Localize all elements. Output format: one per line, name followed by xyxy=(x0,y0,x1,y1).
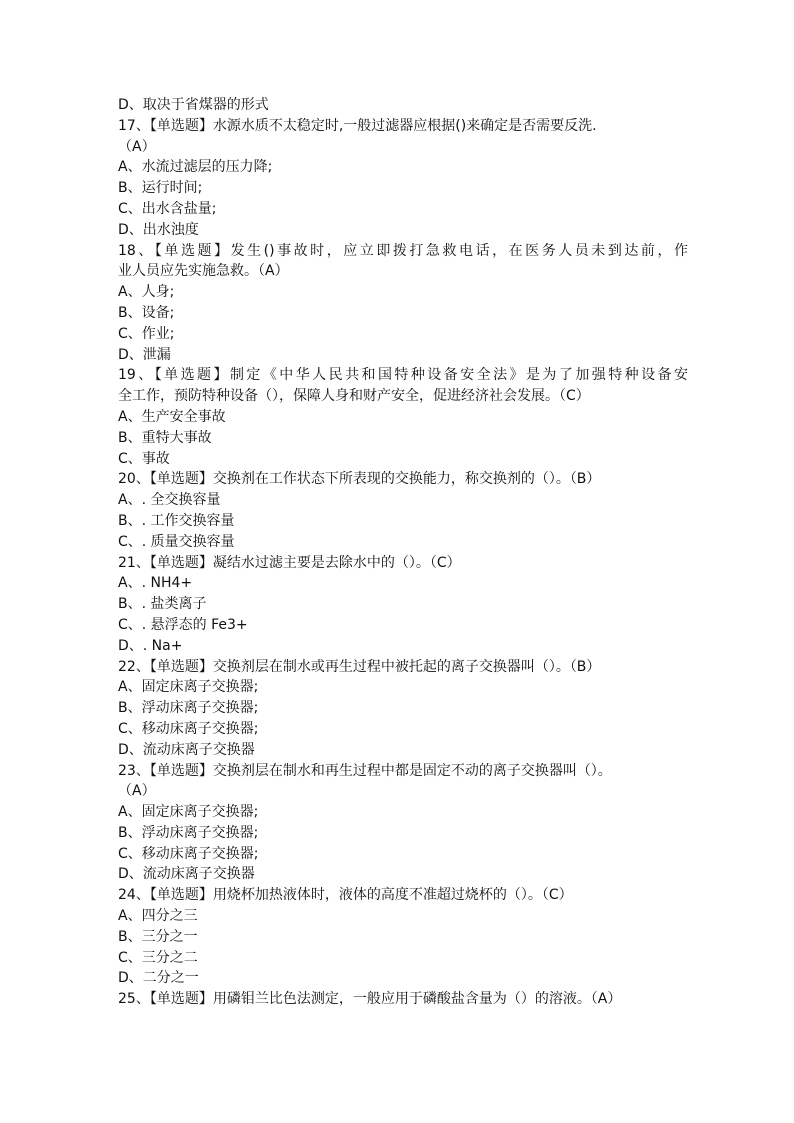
text-line: A、固定床离子交换器; xyxy=(118,679,259,696)
text-line: C、出水含盐量; xyxy=(118,200,217,217)
text-line: C、作业; xyxy=(118,325,175,342)
text-line: 22、【单选题】交换剂层在制水或再生过程中被托起的离子交换器叫（）。（B） xyxy=(118,658,601,675)
text-line: 23、【单选题】交换剂层在制水和再生过程中都是固定不动的离子交换器叫（）。 xyxy=(118,762,612,779)
text-line: 全工作，预防特种设备（），保障人身和财产安全，促进经济社会发展。（C） xyxy=(118,388,590,405)
text-line: （A） xyxy=(118,138,156,155)
text-line: B、设备; xyxy=(118,304,175,321)
text-line: 19、【单选题】制定《中华人民共和国特种设备安全法》是为了加强特种设备安 xyxy=(118,367,688,384)
text-line: A、固定床离子交换器; xyxy=(118,804,259,821)
text-line: C、. 质量交换容量 xyxy=(118,533,235,550)
text-line: 21、【单选题】凝结水过滤主要是去除水中的（）。（C） xyxy=(118,554,461,571)
text-line: A、四分之三 xyxy=(118,908,198,925)
text-line: （A） xyxy=(118,783,156,800)
text-line: C、. 悬浮态的 Fe3+ xyxy=(118,616,248,633)
text-line: B、运行时间; xyxy=(118,180,203,197)
text-line: B、三分之一 xyxy=(118,928,198,945)
text-line: 业人员应先实施急救。（A） xyxy=(118,263,289,280)
question-text-block xyxy=(118,95,688,1010)
text-line: B、. 工作交换容量 xyxy=(118,512,235,529)
text-line: C、三分之二 xyxy=(118,949,198,966)
text-line: A、. NH4+ xyxy=(118,575,193,592)
text-line: 17、【单选题】水源水质不太稳定时,一般过滤器应根据()来确定是否需要反洗. xyxy=(118,117,597,134)
text-line: B、重特大事故 xyxy=(118,429,212,446)
text-line: A、水流过滤层的压力降; xyxy=(118,159,273,176)
text-line: D、流动床离子交换器 xyxy=(118,866,255,883)
text-line: C、移动床离子交换器; xyxy=(118,845,259,862)
text-line: C、事故 xyxy=(118,450,170,467)
text-line: D、取决于省煤器的形式 xyxy=(118,97,269,113)
text-line: D、泄漏 xyxy=(118,346,171,363)
text-line: 18、【单选题】发生()事故时，应立即拨打急救电话，在医务人员未到达前，作 xyxy=(118,242,688,259)
text-line: B、浮动床离子交换器; xyxy=(118,824,259,841)
text-line: D、二分之一 xyxy=(118,970,199,987)
text-line: A、人身; xyxy=(118,284,175,301)
text-line: C、移动床离子交换器; xyxy=(118,720,259,737)
text-line: 20、【单选题】交换剂在工作状态下所表现的交换能力，称交换剂的（）。（B） xyxy=(118,471,601,488)
text-line: 24、【单选题】用烧杯加热液体时，液体的高度不准超过烧杯的（）。（C） xyxy=(118,887,573,904)
text-line: B、浮动床离子交换器; xyxy=(118,700,259,717)
text-line: D、流动床离子交换器 xyxy=(118,741,255,758)
text-line: D、. Na+ xyxy=(118,637,183,654)
text-line: 25、【单选题】用磷钼兰比色法测定，一般应用于磷酸盐含量为（）的溶液。（A） xyxy=(118,991,622,1008)
text-line: D、出水浊度 xyxy=(118,221,199,238)
text-line: A、. 全交换容量 xyxy=(118,492,221,509)
text-line: B、. 盐类离子 xyxy=(118,596,207,613)
text-line: A、生产安全事故 xyxy=(118,408,226,425)
